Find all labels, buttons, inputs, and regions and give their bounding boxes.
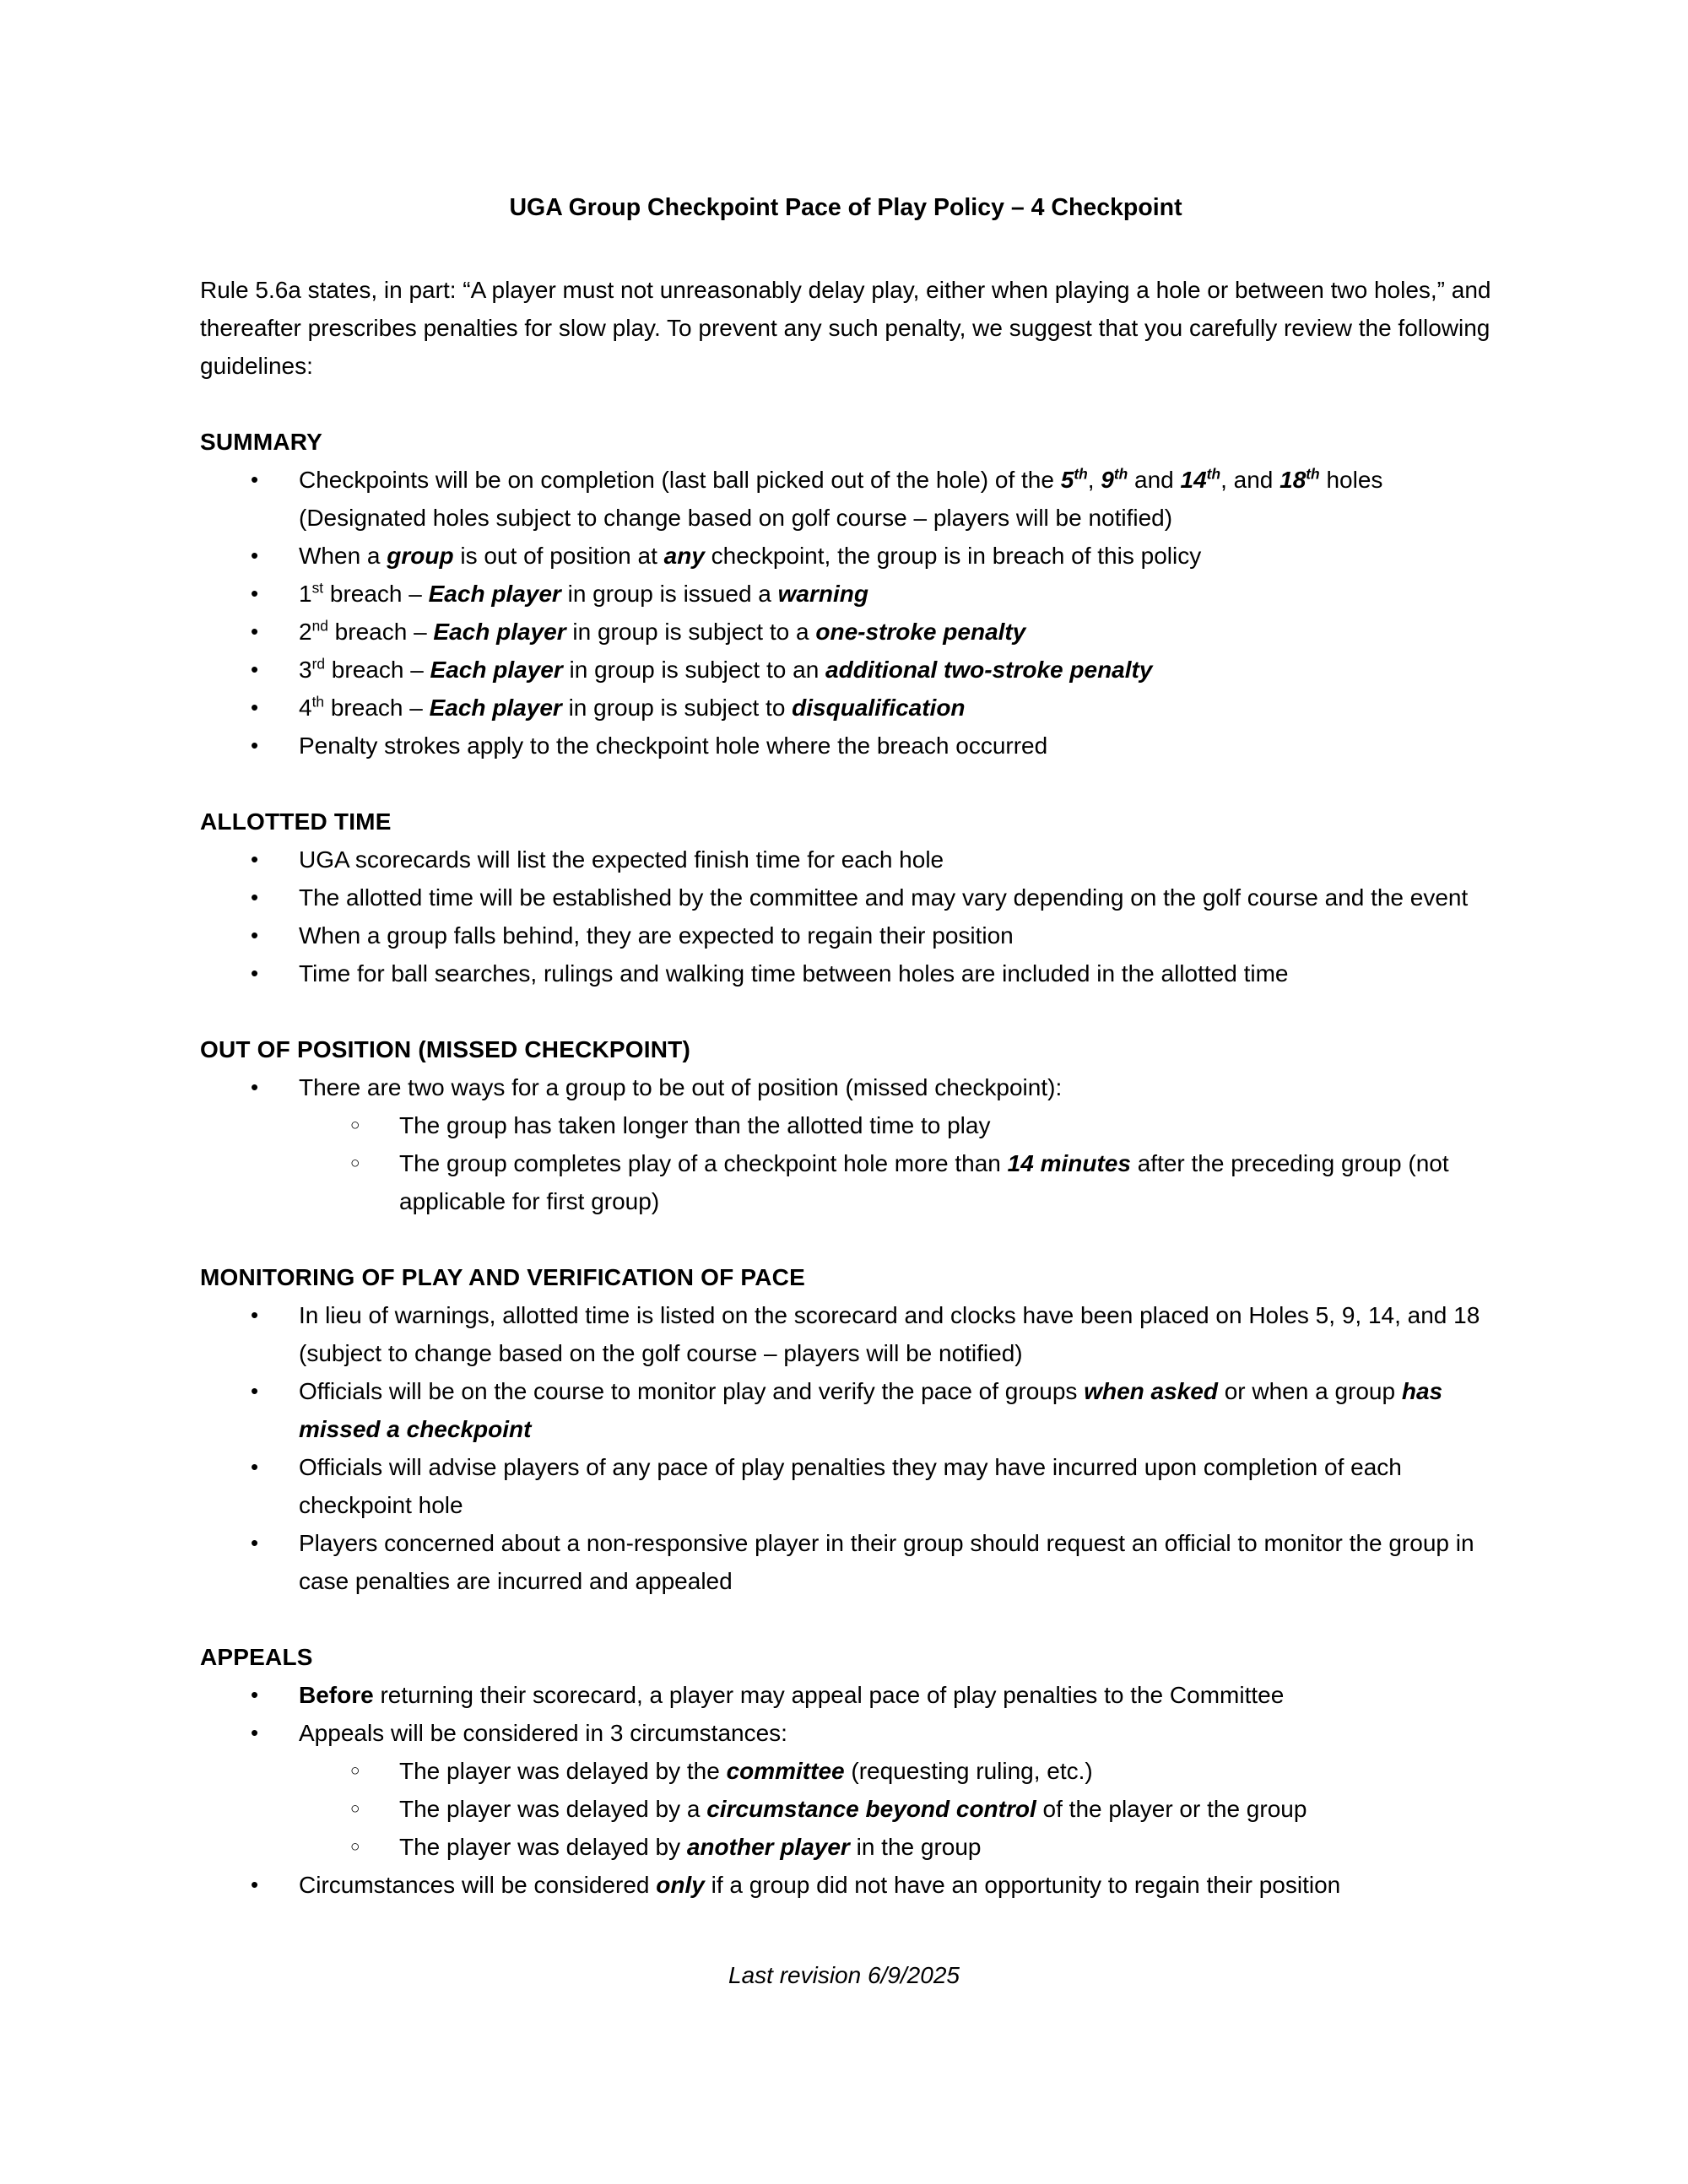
- document-sections: [200, 423, 1491, 1904]
- bullet-marker-icon: •: [251, 1302, 259, 1327]
- bullet-item: [251, 727, 1491, 765]
- bullet-item: [251, 1714, 1491, 1752]
- text-run: rd: [311, 655, 326, 673]
- section: [200, 1258, 1491, 1600]
- section: [200, 423, 1491, 765]
- text-run: The player was delayed by the: [399, 1758, 727, 1784]
- item-text: [299, 1296, 1491, 1372]
- text-run: in group is issued a: [560, 581, 778, 607]
- text-run: another player: [686, 1834, 850, 1860]
- text-run: nd: [311, 617, 328, 635]
- item-text: [299, 1372, 1491, 1448]
- bullet-item: [251, 1296, 1491, 1372]
- intro-paragraph: Rule 5.6a states, in part: “A player must not unreasonably delay play, either when playing a hole or between two holes,” and thereafter prescribes penalties for slow play. To prevent any such penalty, we suggest that you carefully review the following guidelines:: [200, 277, 1491, 379]
- text-run: Time for ball searches, rulings and walking time between holes are included in the allotted time: [299, 960, 1289, 987]
- item-text: [299, 575, 1491, 613]
- bullet-marker-icon: •: [251, 884, 259, 910]
- bullet-marker-icon: •: [251, 1682, 259, 1707]
- text-run: th: [1113, 465, 1128, 483]
- circle-marker-icon: ○: [350, 1154, 360, 1172]
- text-run: breach –: [327, 619, 434, 645]
- text-run: additional two-stroke penalty: [825, 657, 1153, 683]
- revision-note: Last revision 6/9/2025: [728, 1962, 960, 1988]
- item-text: [299, 878, 1491, 916]
- text-run: The group has taken longer than the allotted time to play: [399, 1112, 991, 1138]
- item-text: [299, 727, 1491, 765]
- bullet-item: [251, 537, 1491, 575]
- bullet-item: [251, 878, 1491, 916]
- bullet-item: [251, 1068, 1491, 1106]
- bullet-item: [251, 651, 1491, 689]
- circle-marker-icon: ○: [350, 1762, 360, 1780]
- text-run: Players concerned about a non-responsive player in their group should request an official to monitor the group in case penalties are incurred and appealed: [299, 1530, 1474, 1594]
- bullet-marker-icon: •: [251, 619, 259, 644]
- section: [200, 803, 1491, 992]
- bullet-marker-icon: •: [251, 467, 259, 492]
- circle-marker-icon: ○: [350, 1116, 360, 1134]
- bullet-item: [251, 461, 1491, 537]
- text-run: 5: [1060, 467, 1074, 493]
- item-text: [299, 1714, 1491, 1752]
- text-run: th: [1306, 465, 1320, 483]
- section-heading: MONITORING OF PLAY AND VERIFICATION OF PACE: [200, 1264, 805, 1290]
- text-run: 3: [299, 657, 312, 683]
- text-run: Circumstances will be considered: [299, 1872, 657, 1898]
- item-text: [299, 651, 1491, 689]
- text-run: 2: [299, 619, 312, 645]
- item-text: [399, 1752, 1491, 1790]
- bullet-marker-icon: •: [251, 1454, 259, 1479]
- item-text: [299, 1068, 1491, 1106]
- text-run: UGA scorecards will list the expected finish time for each hole: [299, 846, 944, 873]
- text-run: or when a group: [1217, 1378, 1402, 1404]
- text-run: checkpoint, the group is in breach of this policy: [704, 543, 1202, 569]
- text-run: breach –: [324, 695, 430, 721]
- text-run: warning: [777, 581, 868, 607]
- text-run: ,: [1087, 467, 1101, 493]
- text-run: 14 minutes: [1007, 1150, 1131, 1176]
- text-run: Each player: [429, 695, 562, 721]
- section-heading: OUT OF POSITION (MISSED CHECKPOINT): [200, 1036, 691, 1062]
- bullet-marker-icon: •: [251, 581, 259, 606]
- text-run: breach –: [325, 657, 430, 683]
- text-run: one-stroke penalty: [815, 619, 1026, 645]
- item-text: [299, 841, 1491, 878]
- text-run: In lieu of warnings, allotted time is listed on the scorecard and clocks have been placed on Holes 5, 9, 14, and 18 (subject to change based on the golf course – players will be notified): [299, 1302, 1480, 1366]
- text-run: When a group falls behind, they are expected to regain their position: [299, 922, 1014, 949]
- text-run: When a: [299, 543, 387, 569]
- bullet-marker-icon: •: [251, 846, 259, 872]
- text-run: Penalty strokes apply to the checkpoint hole where the breach occurred: [299, 733, 1048, 759]
- bullet-marker-icon: •: [251, 960, 259, 986]
- text-run: committee: [726, 1758, 845, 1784]
- bullet-marker-icon: •: [251, 543, 259, 568]
- sub-bullet-item: [350, 1828, 1491, 1866]
- text-run: The group completes play of a checkpoint hole more than: [399, 1150, 1008, 1176]
- text-run: 14: [1180, 467, 1207, 493]
- circle-marker-icon: ○: [350, 1800, 360, 1818]
- item-text: [399, 1790, 1491, 1828]
- text-run: Before: [299, 1682, 374, 1708]
- sub-bullet-item: [350, 1752, 1491, 1790]
- bullet-marker-icon: •: [251, 695, 259, 720]
- document-title: UGA Group Checkpoint Pace of Play Policy – 4 Checkpoint: [509, 194, 1182, 221]
- item-text: [299, 537, 1491, 575]
- text-run: Each player: [430, 657, 563, 683]
- text-run: only: [656, 1872, 705, 1898]
- bullet-marker-icon: •: [251, 1378, 259, 1403]
- item-text: [299, 613, 1491, 651]
- text-run: holes (Designated holes subject to change based on golf course – players will be notified): [299, 467, 1383, 531]
- text-run: after the preceding group (not applicable for first group): [399, 1150, 1449, 1214]
- text-run: Each player: [433, 619, 566, 645]
- section-heading: ALLOTTED TIME: [200, 808, 392, 835]
- section: [200, 1030, 1491, 1220]
- text-run: breach –: [323, 581, 429, 607]
- text-run: in group is subject to: [561, 695, 793, 721]
- text-run: st: [311, 579, 324, 597]
- text-run: th: [1074, 465, 1088, 483]
- text-run: th: [311, 693, 325, 711]
- bullet-marker-icon: •: [251, 657, 259, 682]
- text-run: any: [663, 543, 705, 569]
- item-text: [399, 1144, 1491, 1220]
- text-run: in group is subject to an: [562, 657, 826, 683]
- item-text: [299, 1676, 1491, 1714]
- section: [200, 1638, 1491, 1904]
- sub-bullet-item: [350, 1790, 1491, 1828]
- sub-bullet-item: [350, 1144, 1491, 1220]
- text-run: in group is subject to a: [565, 619, 816, 645]
- item-text: [299, 461, 1491, 537]
- item-text: [299, 1448, 1491, 1524]
- text-run: disqualification: [792, 695, 966, 721]
- text-run: The allotted time will be established by the committee and may vary depending on the golf course and the event: [299, 884, 1469, 911]
- text-run: is out of position at: [453, 543, 664, 569]
- text-run: Appeals will be considered in 3 circumstances:: [299, 1720, 787, 1746]
- bullet-item: [251, 1676, 1491, 1714]
- item-text: [299, 916, 1491, 954]
- text-run: (requesting ruling, etc.): [844, 1758, 1093, 1784]
- bullet-item: [251, 689, 1491, 727]
- bullet-marker-icon: •: [251, 1530, 259, 1555]
- text-run: and: [1128, 467, 1181, 493]
- bullet-item: [251, 1524, 1491, 1600]
- item-text: [299, 1866, 1491, 1904]
- text-run: The player was delayed by: [399, 1834, 687, 1860]
- text-run: The player was delayed by a: [399, 1796, 707, 1822]
- bullet-item: [251, 954, 1491, 992]
- bullet-item: [251, 613, 1491, 651]
- section-heading: SUMMARY: [200, 429, 323, 455]
- item-text: [399, 1828, 1491, 1866]
- bullet-marker-icon: •: [251, 1720, 259, 1745]
- text-run: in the group: [849, 1834, 982, 1860]
- bullet-marker-icon: •: [251, 733, 259, 758]
- text-run: 1: [299, 581, 312, 607]
- circle-marker-icon: ○: [350, 1838, 360, 1856]
- item-text: [299, 1524, 1491, 1600]
- text-run: Officials will be on the course to monitor play and verify the pace of groups: [299, 1378, 1085, 1404]
- bullet-item: [251, 1866, 1491, 1904]
- text-run: 18: [1280, 467, 1307, 493]
- bullet-marker-icon: •: [251, 1872, 259, 1897]
- text-run: 4: [299, 695, 312, 721]
- text-run: Checkpoints will be on completion (last ball picked out of the hole) of the: [299, 467, 1061, 493]
- text-run: th: [1206, 465, 1221, 483]
- item-text: [299, 954, 1491, 992]
- bullet-marker-icon: •: [251, 1074, 259, 1100]
- text-run: Officials will advise players of any pace of play penalties they may have incurred upon completion of each checkpoint hole: [299, 1454, 1402, 1518]
- bullet-marker-icon: •: [251, 922, 259, 948]
- text-run: circumstance beyond control: [706, 1796, 1036, 1822]
- text-run: when asked: [1084, 1378, 1218, 1404]
- bullet-item: [251, 1448, 1491, 1524]
- bullet-item: [251, 916, 1491, 954]
- text-run: group: [387, 543, 454, 569]
- bullet-item: [251, 1372, 1491, 1448]
- item-text: [399, 1106, 1491, 1144]
- section-heading: APPEALS: [200, 1644, 313, 1670]
- text-run: if a group did not have an opportunity to regain their position: [704, 1872, 1341, 1898]
- text-run: There are two ways for a group to be out of position (missed checkpoint):: [299, 1074, 1063, 1100]
- sub-bullet-item: [350, 1106, 1491, 1144]
- text-run: , and: [1220, 467, 1280, 493]
- bullet-item: [251, 841, 1491, 878]
- text-run: 9: [1101, 467, 1114, 493]
- item-text: [299, 689, 1491, 727]
- text-run: has missed a checkpoint: [299, 1378, 1443, 1442]
- text-run: returning their scorecard, a player may appeal pace of play penalties to the Committee: [373, 1682, 1285, 1708]
- bullet-item: [251, 575, 1491, 613]
- text-run: of the player or the group: [1036, 1796, 1307, 1822]
- text-run: Each player: [428, 581, 561, 607]
